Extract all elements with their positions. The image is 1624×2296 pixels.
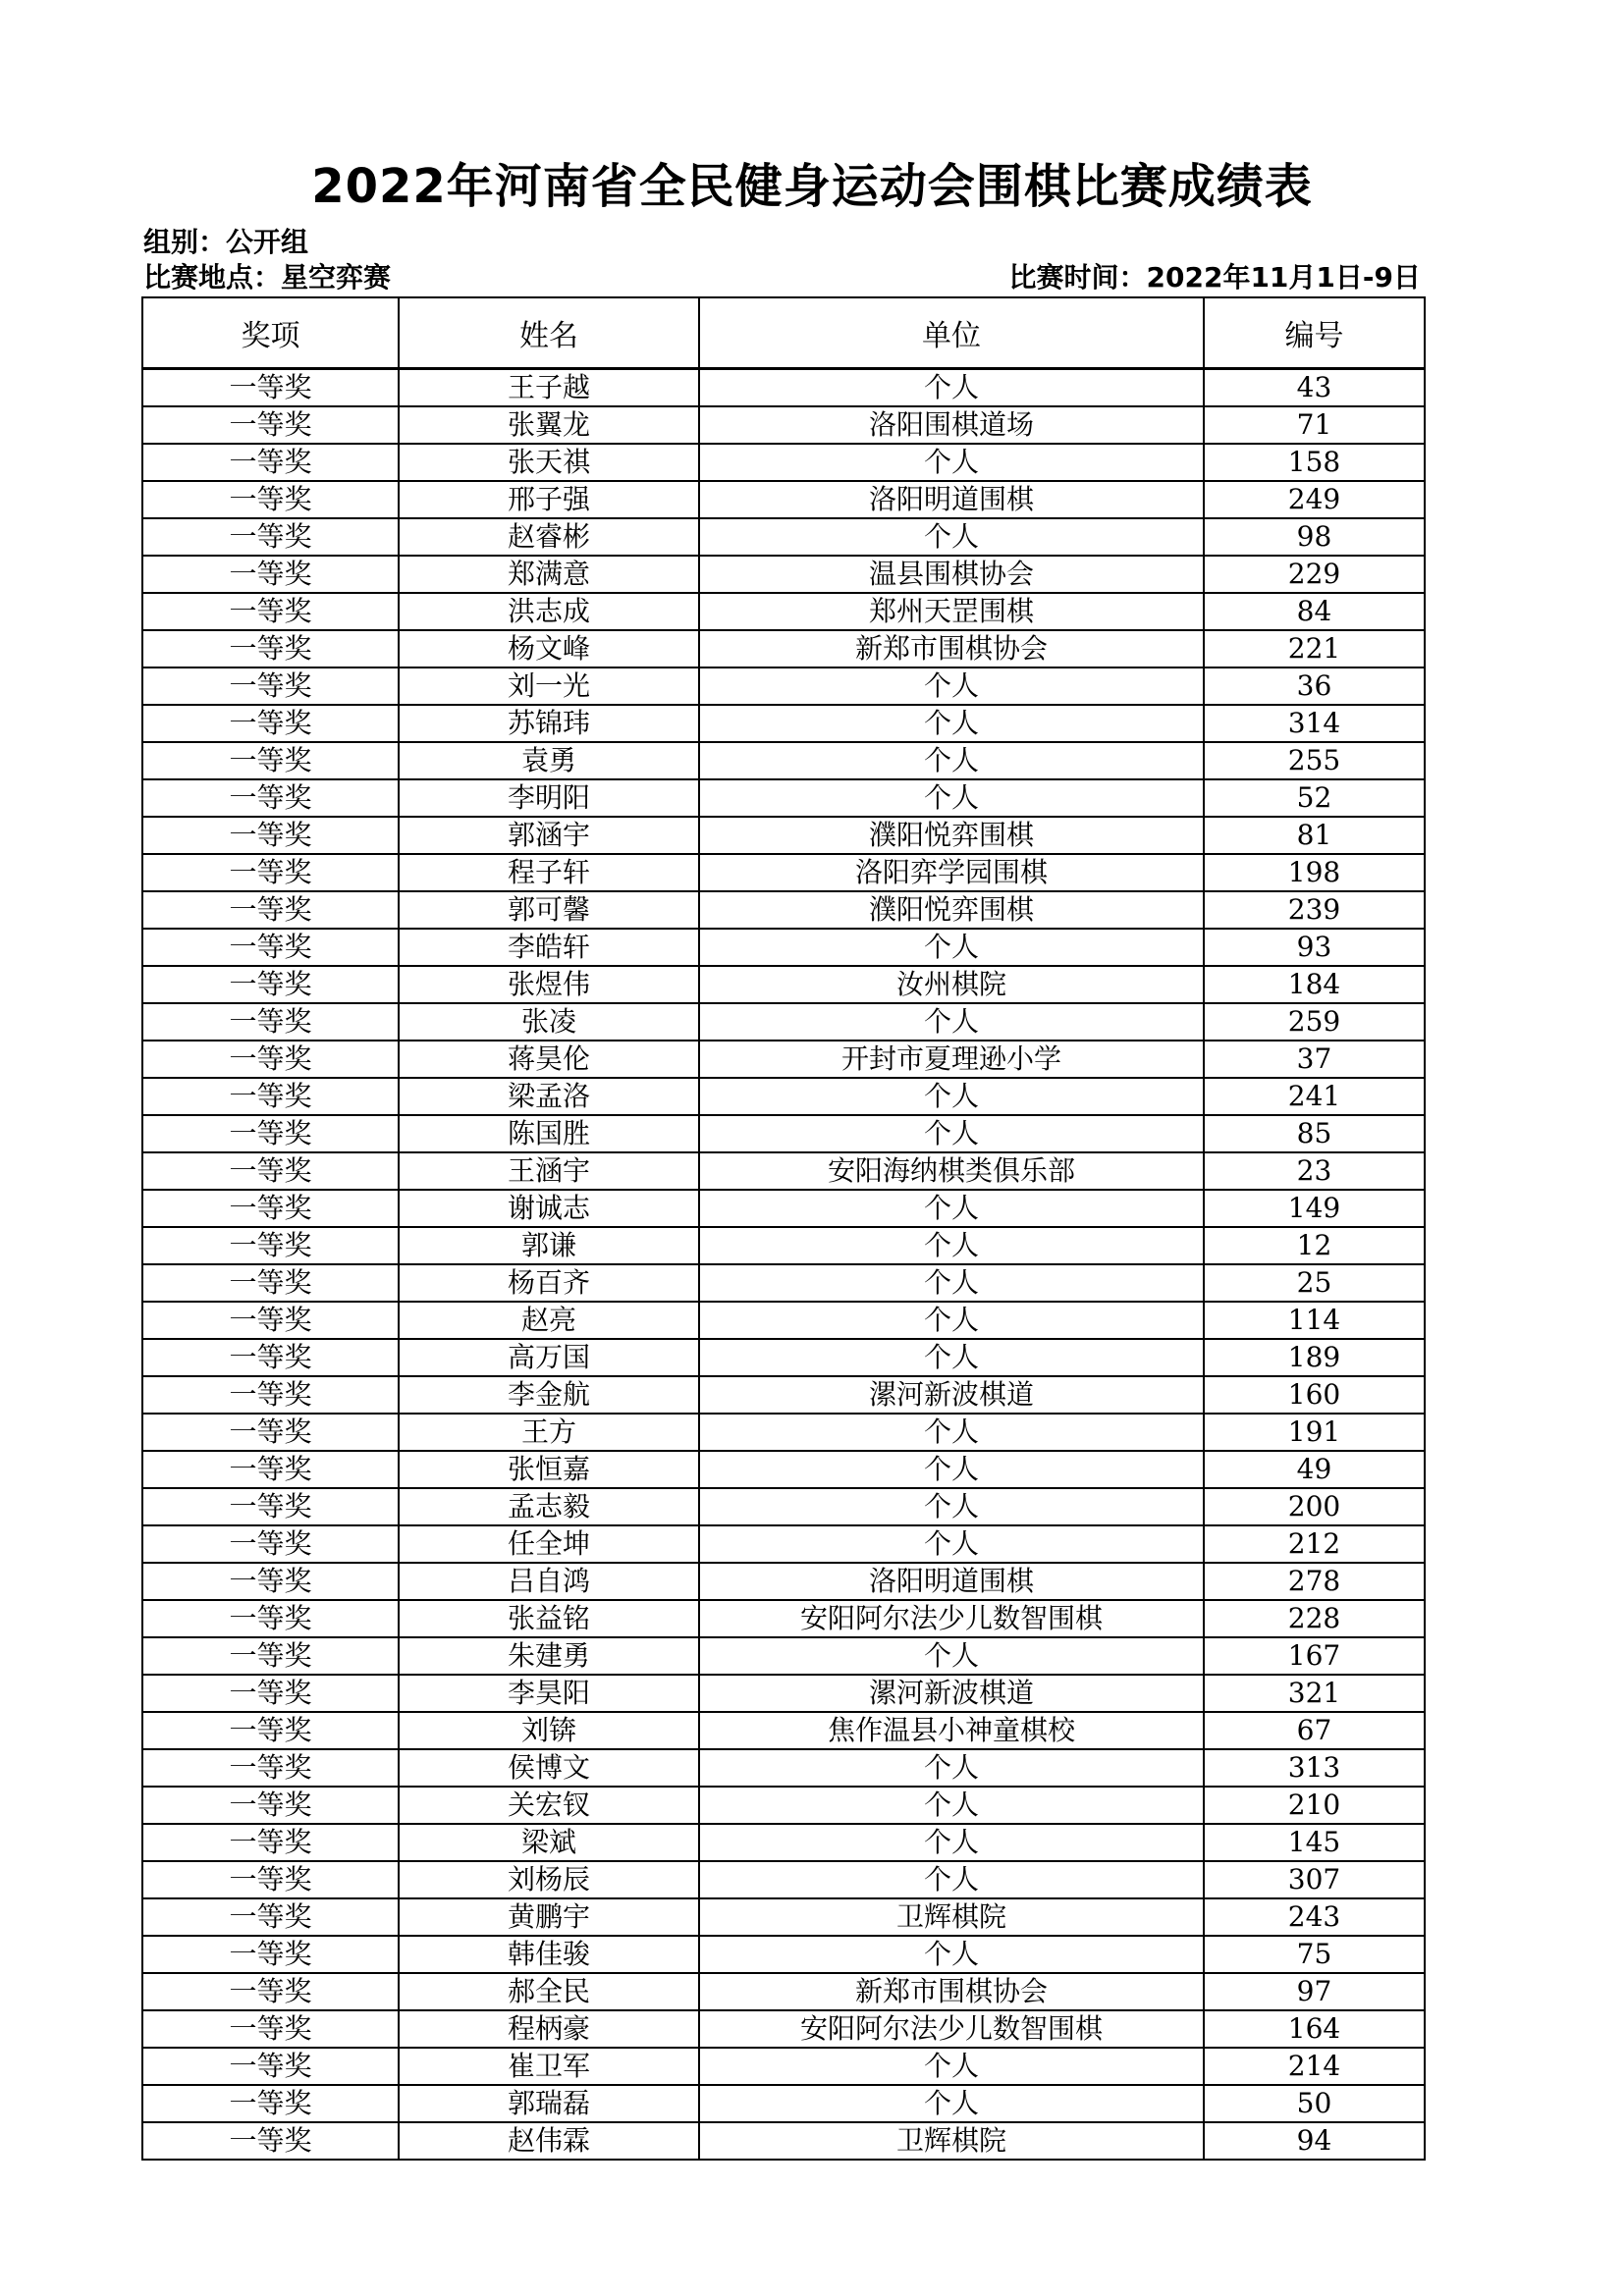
table-row <box>142 1936 1425 1973</box>
cell-unit: 漯河新波棋道 <box>699 1675 1204 1712</box>
cell-unit: 个人 <box>699 742 1204 779</box>
cell-number: 93 <box>1204 929 1425 966</box>
cell-name: 赵睿彬 <box>399 518 699 556</box>
cell-award: 一等奖 <box>142 1190 399 1227</box>
cell-unit: 个人 <box>699 1003 1204 1041</box>
cell-unit: 个人 <box>699 779 1204 817</box>
cell-award: 一等奖 <box>142 1003 399 1041</box>
cell-name: 韩佳骏 <box>399 1936 699 1973</box>
cell-award: 一等奖 <box>142 1824 399 1861</box>
table-row <box>142 406 1425 444</box>
cell-award: 一等奖 <box>142 1525 399 1563</box>
cell-award: 一等奖 <box>142 1041 399 1078</box>
table-row <box>142 1824 1425 1861</box>
cell-unit: 个人 <box>699 1451 1204 1488</box>
table-row <box>142 1227 1425 1264</box>
cell-number: 184 <box>1204 966 1425 1003</box>
cell-unit: 安阳阿尔法少儿数智围棋 <box>699 1600 1204 1637</box>
header-unit: 单位 <box>699 297 1204 369</box>
cell-number: 221 <box>1204 630 1425 667</box>
table-row <box>142 1861 1425 1898</box>
cell-name: 刘一光 <box>399 667 699 705</box>
cell-award: 一等奖 <box>142 742 399 779</box>
cell-number: 229 <box>1204 556 1425 593</box>
cell-number: 145 <box>1204 1824 1425 1861</box>
cell-number: 94 <box>1204 2122 1425 2160</box>
table-row <box>142 593 1425 630</box>
cell-number: 12 <box>1204 1227 1425 1264</box>
table-row <box>142 1525 1425 1563</box>
cell-award: 一等奖 <box>142 705 399 742</box>
cell-number: 189 <box>1204 1339 1425 1376</box>
table-row <box>142 854 1425 891</box>
cell-unit: 洛阳弈学园围棋 <box>699 854 1204 891</box>
cell-unit: 个人 <box>699 1339 1204 1376</box>
cell-unit: 个人 <box>699 1749 1204 1787</box>
cell-name: 刘杨辰 <box>399 1861 699 1898</box>
cell-number: 43 <box>1204 369 1425 407</box>
cell-name: 郝全民 <box>399 1973 699 2010</box>
table-row <box>142 1078 1425 1115</box>
cell-number: 212 <box>1204 1525 1425 1563</box>
cell-award: 一等奖 <box>142 556 399 593</box>
cell-name: 苏锦玮 <box>399 705 699 742</box>
table-row <box>142 1414 1425 1451</box>
cell-unit: 个人 <box>699 2085 1204 2122</box>
table-row <box>142 2085 1425 2122</box>
cell-unit: 个人 <box>699 1637 1204 1675</box>
table-row <box>142 1749 1425 1787</box>
cell-name: 程柄豪 <box>399 2010 699 2048</box>
cell-number: 75 <box>1204 1936 1425 1973</box>
cell-name: 高万国 <box>399 1339 699 1376</box>
table-row <box>142 1115 1425 1152</box>
cell-name: 张天祺 <box>399 444 699 481</box>
cell-unit: 个人 <box>699 705 1204 742</box>
cell-award: 一等奖 <box>142 406 399 444</box>
cell-award: 一等奖 <box>142 1376 399 1414</box>
table-row <box>142 630 1425 667</box>
cell-award: 一等奖 <box>142 817 399 854</box>
table-row <box>142 667 1425 705</box>
cell-award: 一等奖 <box>142 1787 399 1824</box>
cell-name: 孟志毅 <box>399 1488 699 1525</box>
table-row <box>142 1003 1425 1041</box>
cell-number: 67 <box>1204 1712 1425 1749</box>
cell-award: 一等奖 <box>142 1563 399 1600</box>
cell-number: 160 <box>1204 1376 1425 1414</box>
cell-name: 赵亮 <box>399 1302 699 1339</box>
cell-unit: 个人 <box>699 1190 1204 1227</box>
cell-unit: 个人 <box>699 1525 1204 1563</box>
cell-unit: 个人 <box>699 369 1204 407</box>
cell-number: 164 <box>1204 2010 1425 2048</box>
table-row <box>142 1264 1425 1302</box>
cell-name: 朱建勇 <box>399 1637 699 1675</box>
cell-name: 关宏钗 <box>399 1787 699 1824</box>
table-row <box>142 2048 1425 2085</box>
cell-unit: 安阳阿尔法少儿数智围棋 <box>699 2010 1204 2048</box>
table-row <box>142 518 1425 556</box>
cell-award: 一等奖 <box>142 1936 399 1973</box>
table-row <box>142 1376 1425 1414</box>
cell-award: 一等奖 <box>142 2048 399 2085</box>
cell-unit: 卫辉棋院 <box>699 1898 1204 1936</box>
cell-name: 刘锛 <box>399 1712 699 1749</box>
cell-name: 黄鹏宇 <box>399 1898 699 1936</box>
cell-award: 一等奖 <box>142 1712 399 1749</box>
table-row <box>142 929 1425 966</box>
table-row <box>142 1600 1425 1637</box>
cell-number: 228 <box>1204 1600 1425 1637</box>
table-row <box>142 2010 1425 2048</box>
cell-name: 李明阳 <box>399 779 699 817</box>
cell-name: 梁斌 <box>399 1824 699 1861</box>
cell-number: 23 <box>1204 1152 1425 1190</box>
cell-name: 王方 <box>399 1414 699 1451</box>
results-table <box>141 296 1426 2161</box>
cell-name: 张恒嘉 <box>399 1451 699 1488</box>
table-row <box>142 705 1425 742</box>
cell-unit: 个人 <box>699 1264 1204 1302</box>
cell-unit: 个人 <box>699 1787 1204 1824</box>
cell-number: 71 <box>1204 406 1425 444</box>
cell-award: 一等奖 <box>142 1152 399 1190</box>
table-row <box>142 1190 1425 1227</box>
cell-number: 278 <box>1204 1563 1425 1600</box>
cell-name: 王子越 <box>399 369 699 407</box>
cell-number: 25 <box>1204 1264 1425 1302</box>
cell-unit: 濮阳悦弈围棋 <box>699 817 1204 854</box>
table-row <box>142 481 1425 518</box>
cell-award: 一等奖 <box>142 1115 399 1152</box>
cell-unit: 洛阳明道围棋 <box>699 481 1204 518</box>
cell-unit: 汝州棋院 <box>699 966 1204 1003</box>
cell-name: 程子轩 <box>399 854 699 891</box>
cell-name: 王涵宇 <box>399 1152 699 1190</box>
cell-number: 259 <box>1204 1003 1425 1041</box>
cell-award: 一等奖 <box>142 929 399 966</box>
cell-unit: 开封市夏理逊小学 <box>699 1041 1204 1078</box>
cell-name: 崔卫军 <box>399 2048 699 2085</box>
cell-name: 郭涵宇 <box>399 817 699 854</box>
table-row <box>142 1973 1425 2010</box>
cell-award: 一等奖 <box>142 1488 399 1525</box>
cell-number: 149 <box>1204 1190 1425 1227</box>
cell-unit: 个人 <box>699 1936 1204 1973</box>
cell-name: 郭瑞磊 <box>399 2085 699 2122</box>
cell-name: 张翼龙 <box>399 406 699 444</box>
cell-unit: 个人 <box>699 2048 1204 2085</box>
table-row <box>142 444 1425 481</box>
cell-name: 赵伟霖 <box>399 2122 699 2160</box>
cell-name: 蒋昊伦 <box>399 1041 699 1078</box>
cell-number: 241 <box>1204 1078 1425 1115</box>
cell-award: 一等奖 <box>142 1973 399 2010</box>
cell-unit: 个人 <box>699 1861 1204 1898</box>
cell-award: 一等奖 <box>142 2085 399 2122</box>
cell-name: 郭谦 <box>399 1227 699 1264</box>
cell-award: 一等奖 <box>142 854 399 891</box>
cell-name: 梁孟洛 <box>399 1078 699 1115</box>
cell-award: 一等奖 <box>142 518 399 556</box>
cell-number: 321 <box>1204 1675 1425 1712</box>
cell-number: 49 <box>1204 1451 1425 1488</box>
table-row <box>142 742 1425 779</box>
cell-name: 洪志成 <box>399 593 699 630</box>
table-row <box>142 1451 1425 1488</box>
header-name: 姓名 <box>399 297 699 369</box>
cell-number: 314 <box>1204 705 1425 742</box>
cell-unit: 郑州天罡围棋 <box>699 593 1204 630</box>
cell-award: 一等奖 <box>142 1078 399 1115</box>
cell-number: 97 <box>1204 1973 1425 2010</box>
cell-unit: 温县围棋协会 <box>699 556 1204 593</box>
cell-name: 李昊阳 <box>399 1675 699 1712</box>
cell-award: 一等奖 <box>142 1302 399 1339</box>
table-row <box>142 779 1425 817</box>
table-row <box>142 556 1425 593</box>
cell-award: 一等奖 <box>142 1451 399 1488</box>
table-row <box>142 369 1425 407</box>
cell-award: 一等奖 <box>142 1264 399 1302</box>
cell-award: 一等奖 <box>142 779 399 817</box>
cell-unit: 个人 <box>699 929 1204 966</box>
cell-number: 81 <box>1204 817 1425 854</box>
cell-name: 杨百齐 <box>399 1264 699 1302</box>
table-row <box>142 1898 1425 1936</box>
cell-award: 一等奖 <box>142 1749 399 1787</box>
table-row <box>142 817 1425 854</box>
cell-number: 114 <box>1204 1302 1425 1339</box>
cell-unit: 个人 <box>699 1115 1204 1152</box>
cell-number: 36 <box>1204 667 1425 705</box>
table-row <box>142 2122 1425 2160</box>
cell-award: 一等奖 <box>142 481 399 518</box>
cell-award: 一等奖 <box>142 891 399 929</box>
cell-award: 一等奖 <box>142 2122 399 2160</box>
cell-name: 邢子强 <box>399 481 699 518</box>
header-award: 奖项 <box>142 297 399 369</box>
cell-award: 一等奖 <box>142 593 399 630</box>
cell-award: 一等奖 <box>142 444 399 481</box>
cell-unit: 个人 <box>699 1227 1204 1264</box>
cell-number: 255 <box>1204 742 1425 779</box>
cell-unit: 个人 <box>699 667 1204 705</box>
cell-number: 191 <box>1204 1414 1425 1451</box>
cell-number: 200 <box>1204 1488 1425 1525</box>
cell-name: 谢诚志 <box>399 1190 699 1227</box>
cell-name: 郑满意 <box>399 556 699 593</box>
cell-award: 一等奖 <box>142 1675 399 1712</box>
cell-award: 一等奖 <box>142 1414 399 1451</box>
cell-unit: 新郑市围棋协会 <box>699 630 1204 667</box>
cell-name: 杨文峰 <box>399 630 699 667</box>
table-row <box>142 891 1425 929</box>
table-row <box>142 1637 1425 1675</box>
cell-number: 313 <box>1204 1749 1425 1787</box>
cell-number: 85 <box>1204 1115 1425 1152</box>
cell-number: 214 <box>1204 2048 1425 2085</box>
cell-number: 50 <box>1204 2085 1425 2122</box>
cell-award: 一等奖 <box>142 667 399 705</box>
cell-award: 一等奖 <box>142 966 399 1003</box>
table-row <box>142 1152 1425 1190</box>
cell-unit: 个人 <box>699 1488 1204 1525</box>
cell-unit: 洛阳明道围棋 <box>699 1563 1204 1600</box>
cell-unit: 个人 <box>699 1414 1204 1451</box>
cell-name: 李金航 <box>399 1376 699 1414</box>
cell-name: 李皓轩 <box>399 929 699 966</box>
cell-award: 一等奖 <box>142 630 399 667</box>
cell-number: 84 <box>1204 593 1425 630</box>
group-label: 组别：公开组 <box>143 226 309 258</box>
cell-number: 167 <box>1204 1637 1425 1675</box>
cell-unit: 濮阳悦弈围棋 <box>699 891 1204 929</box>
table-row <box>142 966 1425 1003</box>
cell-number: 158 <box>1204 444 1425 481</box>
table-row <box>142 1787 1425 1824</box>
cell-number: 239 <box>1204 891 1425 929</box>
table-row <box>142 1563 1425 1600</box>
cell-number: 98 <box>1204 518 1425 556</box>
cell-unit: 安阳海纳棋类俱乐部 <box>699 1152 1204 1190</box>
cell-unit: 焦作温县小神童棋校 <box>699 1712 1204 1749</box>
cell-award: 一等奖 <box>142 2010 399 2048</box>
cell-award: 一等奖 <box>142 1600 399 1637</box>
cell-name: 袁勇 <box>399 742 699 779</box>
cell-name: 任全坤 <box>399 1525 699 1563</box>
cell-number: 243 <box>1204 1898 1425 1936</box>
table-row <box>142 1712 1425 1749</box>
cell-name: 张煜伟 <box>399 966 699 1003</box>
cell-award: 一等奖 <box>142 1637 399 1675</box>
cell-unit: 卫辉棋院 <box>699 2122 1204 2160</box>
cell-award: 一等奖 <box>142 1227 399 1264</box>
table-row <box>142 1488 1425 1525</box>
table-row <box>142 1302 1425 1339</box>
page-title: 2022年河南省全民健身运动会围棋比赛成绩表 <box>311 159 1313 214</box>
cell-number: 210 <box>1204 1787 1425 1824</box>
time-label: 比赛时间：2022年11月1日-9日 <box>1008 261 1421 294</box>
cell-unit: 新郑市围棋协会 <box>699 1973 1204 2010</box>
cell-name: 张凌 <box>399 1003 699 1041</box>
cell-name: 吕自鸿 <box>399 1563 699 1600</box>
cell-unit: 个人 <box>699 444 1204 481</box>
header-number: 编号 <box>1204 297 1425 369</box>
table-row <box>142 1339 1425 1376</box>
cell-number: 198 <box>1204 854 1425 891</box>
venue-label: 比赛地点：星空弈赛 <box>143 261 392 294</box>
cell-award: 一等奖 <box>142 1339 399 1376</box>
cell-name: 陈国胜 <box>399 1115 699 1152</box>
cell-award: 一等奖 <box>142 1861 399 1898</box>
cell-award: 一等奖 <box>142 369 399 407</box>
cell-name: 侯博文 <box>399 1749 699 1787</box>
table-row <box>142 1675 1425 1712</box>
cell-award: 一等奖 <box>142 1898 399 1936</box>
cell-number: 37 <box>1204 1041 1425 1078</box>
cell-unit: 漯河新波棋道 <box>699 1376 1204 1414</box>
header-row <box>142 297 1425 369</box>
cell-unit: 个人 <box>699 1824 1204 1861</box>
results-body <box>142 369 1425 2161</box>
cell-unit: 洛阳围棋道场 <box>699 406 1204 444</box>
cell-name: 张益铭 <box>399 1600 699 1637</box>
cell-number: 249 <box>1204 481 1425 518</box>
cell-number: 307 <box>1204 1861 1425 1898</box>
cell-unit: 个人 <box>699 1078 1204 1115</box>
cell-name: 郭可馨 <box>399 891 699 929</box>
cell-unit: 个人 <box>699 1302 1204 1339</box>
cell-unit: 个人 <box>699 518 1204 556</box>
cell-number: 52 <box>1204 779 1425 817</box>
table-row <box>142 1041 1425 1078</box>
